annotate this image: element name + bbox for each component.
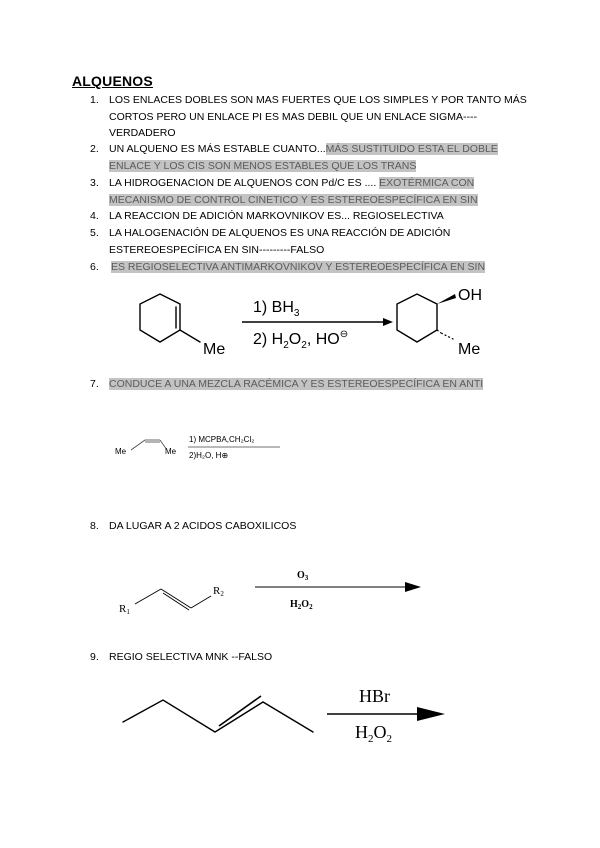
substituent-me: Me [203, 341, 226, 358]
substituent-me-left: Me [115, 447, 127, 456]
ozonolysis-scheme [115, 562, 435, 617]
substituent-me: Me [458, 341, 481, 358]
item-number: 2. [90, 143, 99, 155]
item-number: 8. [90, 520, 99, 532]
substituent-me-right: Me [165, 447, 177, 456]
reagent-step-2: 2)H₂O, H⊕ [189, 451, 229, 460]
item-question: UN ALQUENO ES MÁS ESTABLE CUANTO... [109, 143, 326, 155]
item-text: LA REACCION DE ADICIÓN MARKOVNIKOV ES... REGIOSELECTIVA [109, 210, 444, 222]
item-text: DA LUGAR A 2 ACIDOS CABOXILICOS [109, 520, 297, 532]
item-text [109, 376, 529, 393]
item-text [111, 259, 531, 276]
item-answer-highlight: MÁS SUSTITUIDO ESTA EL DOBLE ENLACE Y LOS CIS SON MENOS ESTABLES QUE LOS TRANS [109, 143, 498, 172]
epoxidation-scheme [115, 430, 315, 470]
substituent-r1: R1 [119, 603, 130, 616]
item-number: 6. [90, 261, 99, 273]
item-answer-highlight: CONDUCE A UNA MEZCLA RACÉMICA Y ES ESTEREOESPECÍFICA EN ANTI [109, 378, 484, 390]
item-text: LOS ENLACES DOBLES SON MAS FUERTES QUE LOS SIMPLES Y POR TANTO MÁS CORTOS PERO UN ENLACE PI ES MAS DEBIL QUE UN ENLACE SIGMA---- VERDADERO [109, 94, 527, 139]
double-bond [219, 696, 261, 726]
item-number: 9. [90, 651, 99, 663]
hydroboration-scheme [125, 282, 525, 367]
item-answer-highlight: EXOTÉRMICA CON MECANISMO DE CONTROL CINETICO Y ES ESTEREOESPECÍFICA EN SIN [109, 177, 478, 206]
reagent-step-2: $H_2O_2$ [290, 599, 313, 611]
reagent-step-1: 1) MCPBA,CH₂Cl₂ [189, 435, 255, 444]
item-text: LA HALOGENACIÓN DE ALQUENOS ES UNA REACCIÓN DE ADICIÓN ESTEREOESPECÍFICA EN SIN---------FALSO [109, 227, 451, 256]
reagent-step-1: $O_3$ [297, 570, 309, 582]
item-text: REGIO SELECTIVA MNK --FALSO [109, 651, 273, 663]
hbr-peroxide-scheme [115, 680, 455, 750]
reagent-peroxide: $H_2O_2$ [355, 722, 392, 745]
item-number: 5. [90, 227, 99, 239]
item-number: 4. [90, 210, 99, 222]
item-number: 1. [90, 94, 99, 106]
item-answer-highlight: ES REGIOSELECTIVA ANTIMARKOVNIKOV Y ESTEREOESPECÍFICA EN SIN [111, 261, 486, 273]
product-alcohol-structure [397, 287, 482, 358]
item-number: 3. [90, 177, 99, 189]
reagent-hbr: HBr [359, 686, 390, 706]
item-text [109, 141, 529, 174]
item-number: 7. [90, 378, 99, 390]
item-question: LA HIDROGENACION DE ALQUENOS CON Pd/C ES .... [109, 177, 380, 189]
alkene-structure [135, 589, 211, 610]
page-title: ALQUENOS [72, 73, 153, 89]
methylcyclohexene-structure [140, 294, 225, 358]
pentene-structure [123, 700, 313, 732]
reagent-step-2: 2) $H_2O_2$, HO⊖ [253, 329, 349, 351]
substituent-r2: R2 [213, 585, 224, 598]
item-text [109, 175, 529, 208]
reaction-arrow [242, 318, 393, 326]
substituent-oh: OH [458, 287, 482, 304]
reagent-step-1: 1) $BH_3$ [253, 299, 300, 319]
